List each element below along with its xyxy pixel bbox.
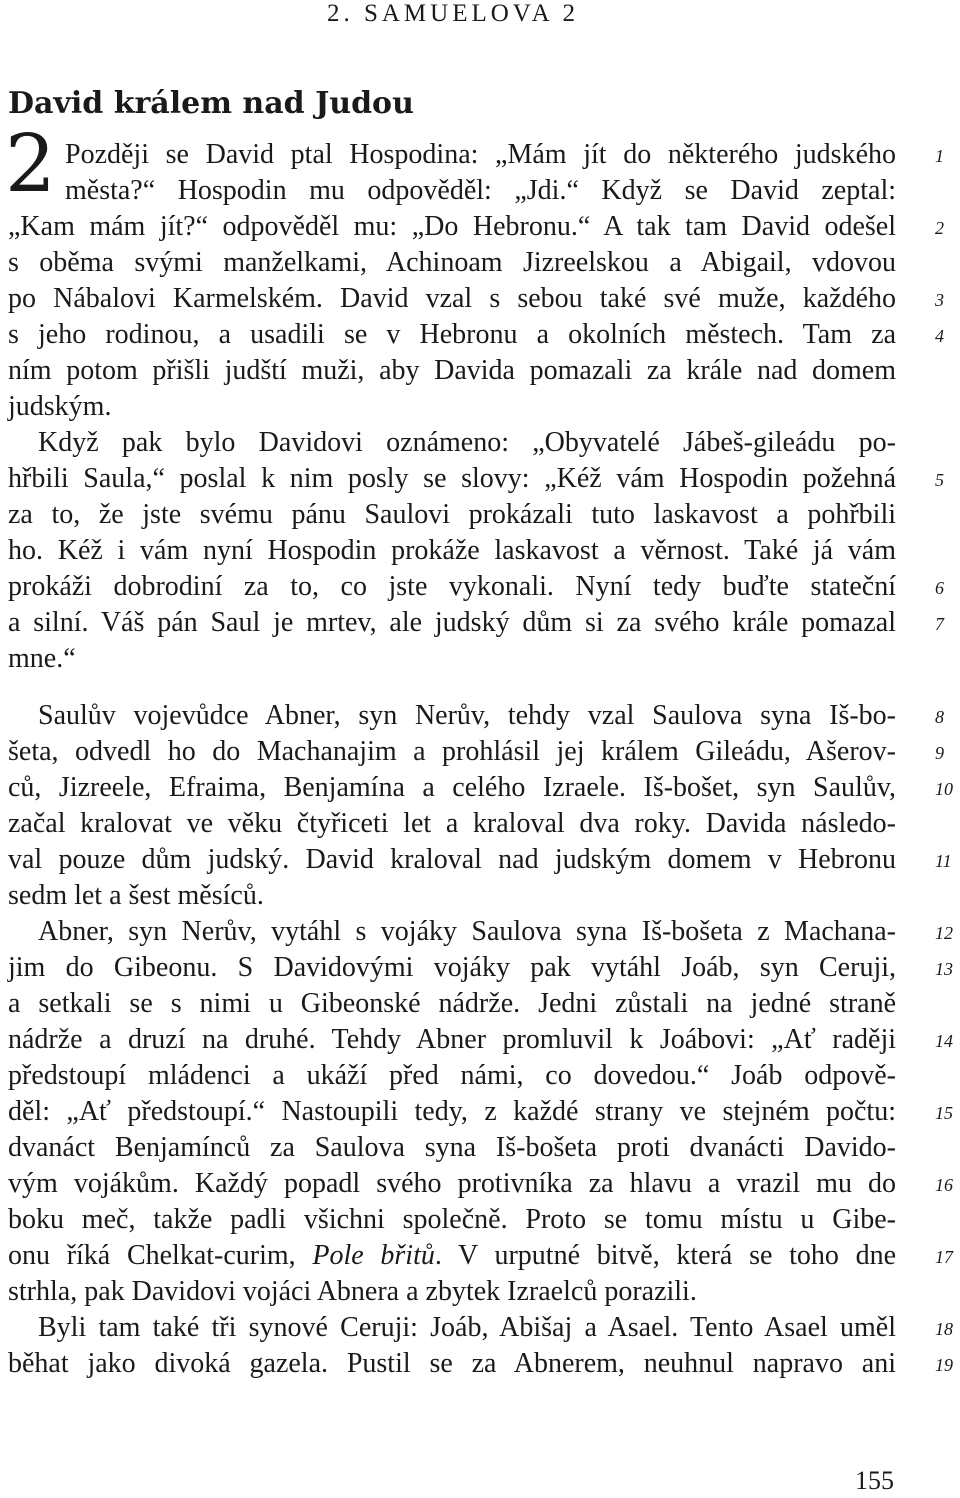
verse-number: 15 (935, 1103, 953, 1123)
text-line: děl: „Ať předstoupí.“ Nastoupili tedy, z každé strany ve stejném počtu: (8, 1096, 896, 1127)
verse-number: 13 (935, 959, 953, 979)
text-line: předstoupí mládenci a ukáží před námi, co dovedou.“ Joáb odpově- (8, 1060, 896, 1091)
text-span: . V urputné bitvě, která se toho dne (434, 1240, 897, 1271)
text-line: ců, Jizreele, Efraima, Benjamína a celého Izraele. Iš-bošet, syn Saulův, (8, 772, 896, 803)
text-line: s oběma svými manželkami, Achinoam Jizreelskou a Abigail, vdovou (8, 247, 896, 278)
verse-number: 18 (935, 1319, 953, 1339)
text-line: ním potom přišli judští muži, aby Davida pomazali za krále nad domem (8, 355, 896, 386)
verse-number: 3 (935, 290, 944, 310)
text-line: Saulův vojevůdce Abner, syn Nerův, tehdy vzal Saulova syna Iš-bo- (38, 700, 896, 731)
text-line: začal kralovat ve věku čtyřiceti let a kraloval dva roky. Davida následo- (8, 808, 896, 839)
text-line: sedm let a šest měsíců. (8, 880, 264, 911)
verse-number: 8 (935, 707, 944, 727)
verse-number: 19 (935, 1355, 953, 1375)
text-line: judským. (8, 391, 112, 422)
text-line: města?“ Hospodin mu odpověděl: „Jdi.“ Když se David zeptal: (65, 175, 896, 206)
verse-number: 5 (935, 470, 944, 490)
text-span: onu říká Chelkat-curim, (8, 1240, 313, 1271)
text-line: val pouze dům judský. David kraloval nad judským domem v Hebronu (8, 844, 896, 875)
text-line: nádrže a druzí na druhé. Tehdy Abner promluvil k Joábovi: „Ať raději (8, 1024, 896, 1055)
page-number: 155 (855, 1466, 894, 1495)
verse-number: 14 (935, 1031, 953, 1051)
text-line: dvanáct Benjamínců za Saulova syna Iš-bošeta proti dvanácti Davido- (8, 1132, 896, 1163)
text-line: běhat jako divoká gazela. Pustil se za Abnerem, neuhnul napravo ani (8, 1348, 896, 1379)
text-line: ho. Kéž i vám nyní Hospodin prokáže laskavost a věrnost. Také já vám (8, 535, 896, 566)
text-line: s jeho rodinou, a usadili se v Hebronu a okolních městech. Tam za (8, 319, 896, 350)
text-line: a silní. Váš pán Saul je mrtev, ale judský dům si za svého krále pomazal (8, 607, 896, 638)
verse-number: 16 (935, 1175, 953, 1195)
verse-number: 17 (935, 1247, 953, 1267)
verse-number: 2 (935, 218, 944, 238)
text-line: mne.“ (8, 643, 76, 674)
text-line: Abner, syn Nerův, vytáhl s vojáky Saulova syna Iš-bošeta z Machana- (38, 916, 896, 947)
text-line: prokáži dobrodiní za to, co jste vykonali. Nyní tedy buďte stateční (8, 571, 896, 602)
verse-number: 1 (935, 146, 944, 166)
text-line (8, 1238, 896, 1274)
verse-number: 6 (935, 578, 944, 598)
verse-number: 10 (935, 779, 953, 799)
text-line: a setkali se s nimi u Gibeonské nádrže. Jedni zůstali na jedné straně (8, 988, 896, 1019)
chapter-number: 2 (5, 117, 56, 210)
text-line: vým vojákům. Každý popadl svého protivníka za hlavu a vrazil mu do (8, 1168, 896, 1199)
verse-number: 9 (935, 743, 944, 763)
running-head: 2. SAMUELOVA 2 (326, 0, 580, 27)
italic-term: Pole břitů (312, 1240, 435, 1271)
verse-number: 4 (935, 326, 944, 346)
text-line: jim do Gibeonu. S Davidovými vojáky pak vytáhl Joáb, syn Ceruji, (8, 952, 896, 983)
verse-number: 7 (935, 614, 944, 634)
verse-number: 11 (935, 851, 952, 871)
text-line: šeta, odvedl ho do Machanajim a prohlásil jej králem Gileádu, Ašerov- (8, 736, 896, 767)
section-title: David králem nad Judou (8, 86, 414, 121)
text-line: po Nábalovi Karmelském. David vzal s sebou také své muže, každého (8, 283, 896, 314)
text-line: hřbili Saula,“ poslal k nim posly se slovy: „Kéž vám Hospodin požehná (8, 463, 896, 494)
verse-number: 12 (935, 923, 953, 943)
text-line: Později se David ptal Hospodina: „Mám jít do některého judského (65, 139, 896, 170)
text-line: Byli tam také tři synové Ceruji: Joáb, Abišaj a Asael. Tento Asael uměl (38, 1312, 896, 1343)
text-line: „Kam mám jít?“ odpověděl mu: „Do Hebronu.“ A tak tam David odešel (8, 211, 896, 242)
text-line: boku meč, takže padli všichni společně. Proto se tomu místu u Gibe- (8, 1204, 896, 1235)
text-line: strhla, pak Davidovi vojáci Abnera a zbytek Izraelců porazili. (8, 1276, 697, 1307)
text-line: za to, že jste svému pánu Saulovi prokázali tuto laskavost a pohřbili (8, 499, 896, 530)
text-line: Když pak bylo Davidovi oznámeno: „Obyvatelé Jábeš-gileádu po- (38, 427, 896, 458)
